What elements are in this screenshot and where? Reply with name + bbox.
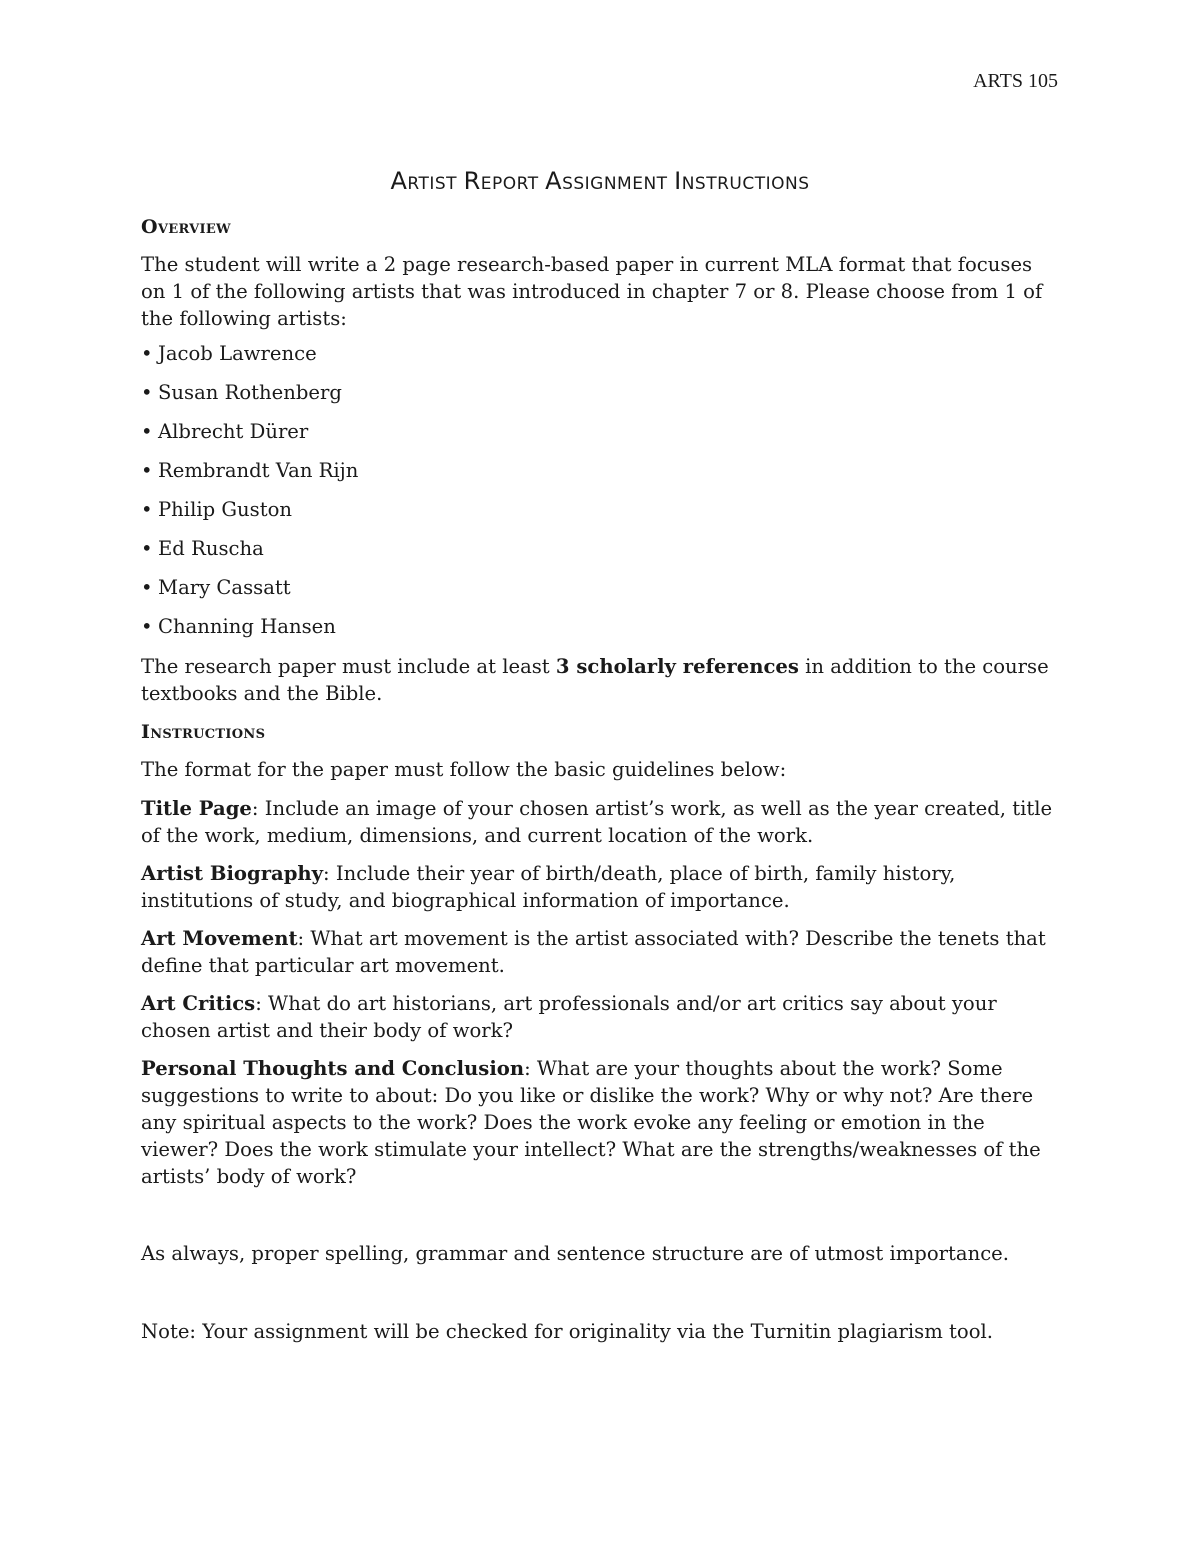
guideline-personal-thoughts: Personal Thoughts and Conclusion: What are your thoughts about the work? Some suggestions to write to about: Do you like or dislike the work? Why or why not? Are there any spiritual aspects to the work? Does the work evoke any feeling or emotion in the viewer? Does the work stimulate your intellect? What are the strengths/weaknesses of the artists’ body of work?	[141, 1057, 1041, 1188]
artist-list	[141, 341, 1061, 653]
title-word: Instructions	[674, 166, 810, 195]
bullet: •	[141, 459, 153, 482]
list-item	[141, 341, 1061, 380]
list-item	[141, 536, 1061, 575]
list-item	[141, 458, 1061, 497]
artist-name: Rembrandt Van Rijn	[158, 459, 359, 482]
list-item	[141, 614, 1061, 653]
list-item	[141, 575, 1061, 614]
guideline-term: Artist Biography	[141, 862, 324, 885]
bullet: •	[141, 537, 153, 560]
artist-name: Susan Rothenberg	[158, 381, 342, 404]
artist-name: Philip Guston	[158, 498, 292, 521]
artist-name: Albrecht Dürer	[158, 420, 309, 443]
page-title	[0, 167, 1200, 195]
list-item	[141, 419, 1061, 458]
bullet: •	[141, 498, 153, 521]
bullet: •	[141, 381, 153, 404]
course-code: ARTS 105	[973, 70, 1058, 92]
overview-heading: Overview	[141, 216, 231, 238]
bullet: •	[141, 576, 153, 599]
guideline-term: Art Critics	[141, 992, 256, 1015]
instructions-heading: Instructions	[141, 721, 266, 743]
title-word: Report	[463, 166, 539, 195]
guideline-term: Personal Thoughts and Conclusion	[141, 1057, 525, 1080]
plagiarism-note: Note: Your assignment will be checked for originality via the Turnitin plagiarism tool.	[141, 1320, 993, 1343]
artist-name: Mary Cassatt	[158, 576, 291, 599]
guideline-artist-biography: Artist Biography: Include their year of birth/death, place of birth, family history, institutions of study, and biographical information of importance.	[141, 862, 956, 912]
title-word: Artist	[390, 166, 458, 195]
references-requirement: The research paper must include at least 3 scholarly references in addition to the course textbooks and the Bible.	[141, 655, 1049, 705]
guideline-art-movement: Art Movement: What art movement is the artist associated with? Describe the tenets that define that particular art movement.	[141, 927, 1046, 977]
title-word: Assignment	[545, 166, 668, 195]
guideline-term: Title Page	[141, 797, 252, 820]
guideline-term: Art Movement	[141, 927, 298, 950]
list-item	[141, 380, 1061, 419]
guideline-title-page: Title Page: Include an image of your chosen artist’s work, as well as the year created, title of the work, medium, dimensions, and current location of the work.	[141, 797, 1053, 847]
closing-statement: As always, proper spelling, grammar and sentence structure are of utmost importance.	[141, 1242, 1009, 1265]
list-item	[141, 497, 1061, 536]
overview-intro: The student will write a 2 page research-based paper in current MLA format that focuses on 1 of the following artists that was introduced in chapter 7 or 8. Please choose from 1 of the following artists:	[141, 253, 1043, 330]
artist-name: Ed Ruscha	[158, 537, 264, 560]
guideline-art-critics: Art Critics: What do art historians, art professionals and/or art critics say about your chosen artist and their body of work?	[141, 992, 997, 1042]
instructions-intro: The format for the paper must follow the basic guidelines below:	[141, 758, 787, 781]
bullet: •	[141, 420, 153, 443]
bullet: •	[141, 615, 153, 638]
bullet: •	[141, 342, 153, 365]
artist-name: Channing Hansen	[158, 615, 336, 638]
references-emphasis: 3 scholarly references	[555, 655, 799, 678]
document-body	[141, 214, 1061, 1345]
artist-name: Jacob Lawrence	[158, 342, 317, 365]
